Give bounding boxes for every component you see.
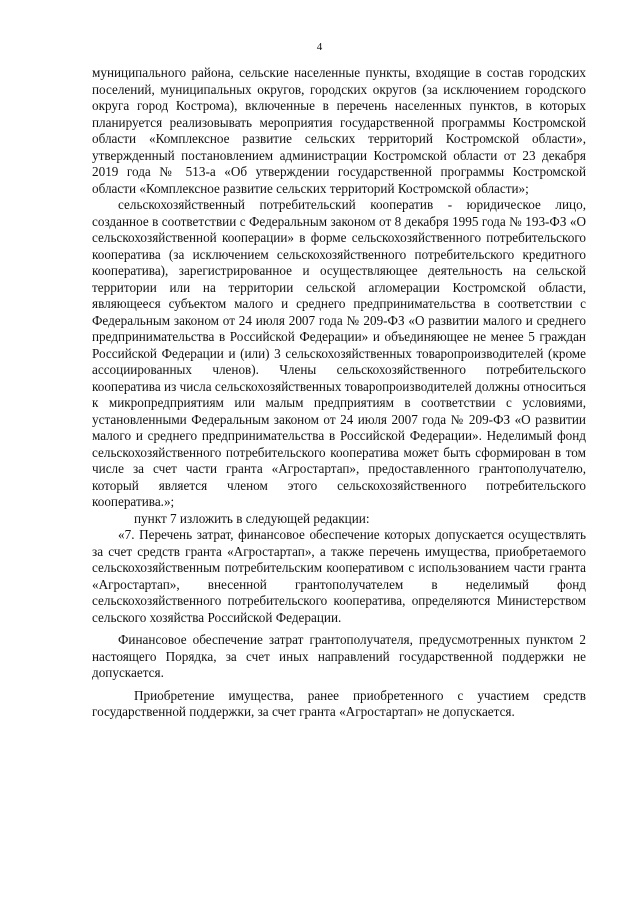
page-number: 4 <box>316 41 323 53</box>
paragraph-property-restriction: Приобретение имущества, ранее приобретенного с участием средств государственной поддержки, за счет гранта «Агростартап» не допускается. <box>92 687 586 719</box>
paragraph-cooperative-definition: сельскохозяйственный потребительский кооператив - юридическое лицо, созданное в соответствии с Федеральным законом от 8 декабря 1995 года № 193-ФЗ «О сельскохозяйственной кооперации» в форме сельскохозяйственного потребительского кооператива (за исключением сельскохозяйственного потребительского кредитного кооператива), зарегистрированное и осуществляющее деятельность на сельской территории или на территории сельской агломерации Костромской области, являющееся субъектом малого и среднего предпринимательства в соответствии с Федеральным законом от 24 июля 2007 года № 209-ФЗ «О развитии малого и среднего предпринимательства в Российской Федерации» и объединяющее не менее 5 граждан Российской Федерации и (или) 3 сельскохозяйственных товаропроизводителей (кроме ассоциированных членов). Члены сельскохозяйственного потребительского кооператива из числа сельскохозяйственных товаропроизводителей должны относиться к микропредприятиям или малым предприятиям в соответствии с условиями, установленными Федеральным законом от 24 июля 2007 года № 209-ФЗ «О развитии малого и среднего предпринимательства в Российской Федерации». Неделимый фонд сельскохозяйственного потребительского кооператива может быть сформирован в том числе за счет части гранта «Агростартап», предоставленного грантополучателю, который является членом этого сельскохозяйственного потребительского кооператива.»; <box>92 197 586 509</box>
document-body <box>92 65 586 721</box>
paragraph-municipal-district: муниципального района, сельские населенные пункты, входящие в состав городских поселений, муниципальных округов, городских округов (за исключением городского округа город Кострома), включенные в перечень населенных пунктов, в которых планируется реализовывать мероприятия государственной программы Костромской области «Комплексное развитие сельских территорий Костромской области», утвержденный постановлением администрации Костромской области от 23 декабря 2019 года № 513-а «Об утверждении государственной программы Костромской области «Комплексное развитие сельских территорий Костромской области»; <box>92 65 586 196</box>
paragraph-financing-restriction: Финансовое обеспечение затрат грантополучателя, предусмотренных пунктом 2 настоящего Порядка, за счет иных направлений государственной поддержки не допускается. <box>92 632 586 680</box>
paragraph-item-7-intro: пункт 7 изложить в следующей редакции: <box>134 510 370 526</box>
paragraph-item-7-costs: «7. Перечень затрат, финансовое обеспечение которых допускается осуществлять за счет средств гранта «Агростартап», а также перечень имущества, приобретаемого сельскохозяйственным потребительским кооперативом с использованием части гранта «Агростартап», внесенной грантополучателем в неделимый фонд сельскохозяйственного потребительского кооператива, определяются Министерством сельского хозяйства Российской Федерации. <box>92 527 586 625</box>
